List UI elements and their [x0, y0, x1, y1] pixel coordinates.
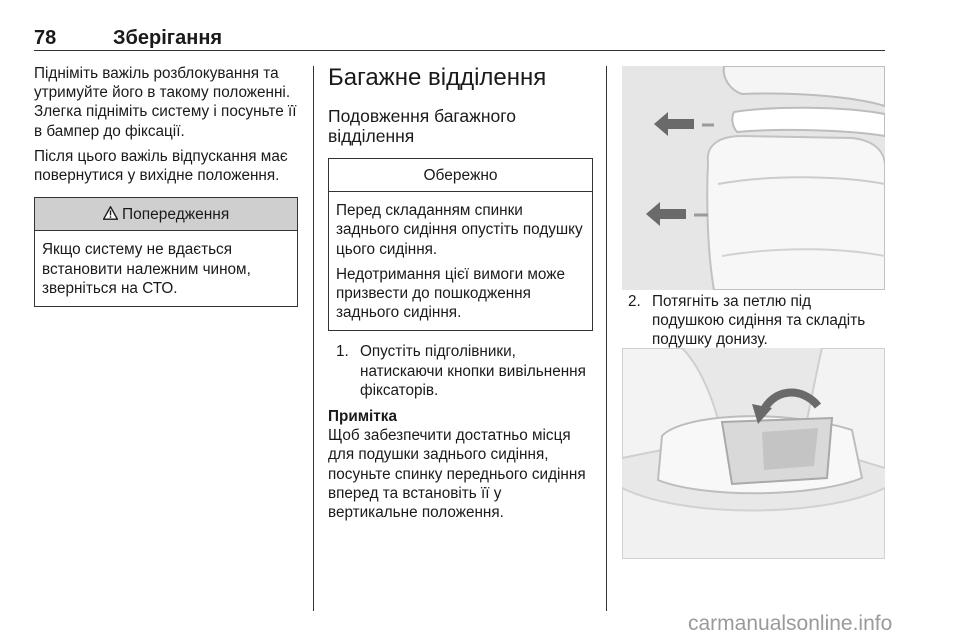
seat-cushion-figure	[622, 348, 885, 559]
seat-headrest-figure	[622, 66, 885, 290]
warning-header	[35, 198, 297, 231]
page-number: 78	[34, 27, 57, 49]
section-title: Багажне відділення	[328, 64, 547, 91]
paragraph-release-lever: Після цього важіль відпускання має повернутися у вихідне положення.	[34, 147, 288, 185]
caution-title: Обережно	[329, 159, 592, 192]
seat-cushion-fold-illustration-icon	[622, 348, 885, 559]
column-divider-1	[313, 66, 314, 611]
watermark: carmanualsonline.info	[688, 612, 893, 635]
right-column	[628, 292, 885, 357]
subsection-title: Подовження багажного відділення	[328, 106, 516, 146]
step-number: 1.	[336, 343, 349, 361]
paragraph-lift-lever: Підніміть важіль розблокування та утримуйте його в такому положенні. Злегка підніміть систему і посуньте її в бампер до фіксації.	[34, 65, 297, 140]
chapter-title: Зберігання	[113, 27, 223, 49]
warning-triangle-icon	[103, 206, 122, 223]
step-2	[628, 292, 885, 350]
note-title: Примітка	[328, 408, 397, 426]
warning-box	[34, 197, 298, 307]
middle-column	[328, 64, 593, 522]
step-number: 2.	[628, 293, 641, 310]
warning-title: Попередження	[122, 206, 230, 224]
step-1	[328, 342, 593, 400]
caution-box	[328, 158, 593, 331]
step-text: Потягніть за петлю під подушкою сидіння та складіть подушку донизу.	[652, 293, 866, 349]
caution-paragraph: Недотримання цієї вимоги може призвести до пошкодження заднього сидіння.	[336, 265, 565, 322]
step-text: Опустіть підголівники, натискаючи кнопки вивільнення фіксаторів.	[360, 343, 586, 399]
seat-headrest-illustration-icon	[622, 66, 885, 290]
warning-text: Якщо систему не вдається встановити належним чином, зверніться на СТО.	[42, 241, 251, 297]
left-column	[34, 64, 298, 307]
header-rule	[34, 50, 885, 51]
caution-paragraph: Перед складанням спинки заднього сидіння опустіть подушку цього сидіння.	[336, 202, 583, 258]
note-text: Щоб забезпечити достатньо місця для подушки заднього сидіння, посуньте спинку переднього сидіння вперед та встановіть її у вертикальне положення.	[328, 427, 586, 522]
column-divider-2	[606, 66, 607, 611]
